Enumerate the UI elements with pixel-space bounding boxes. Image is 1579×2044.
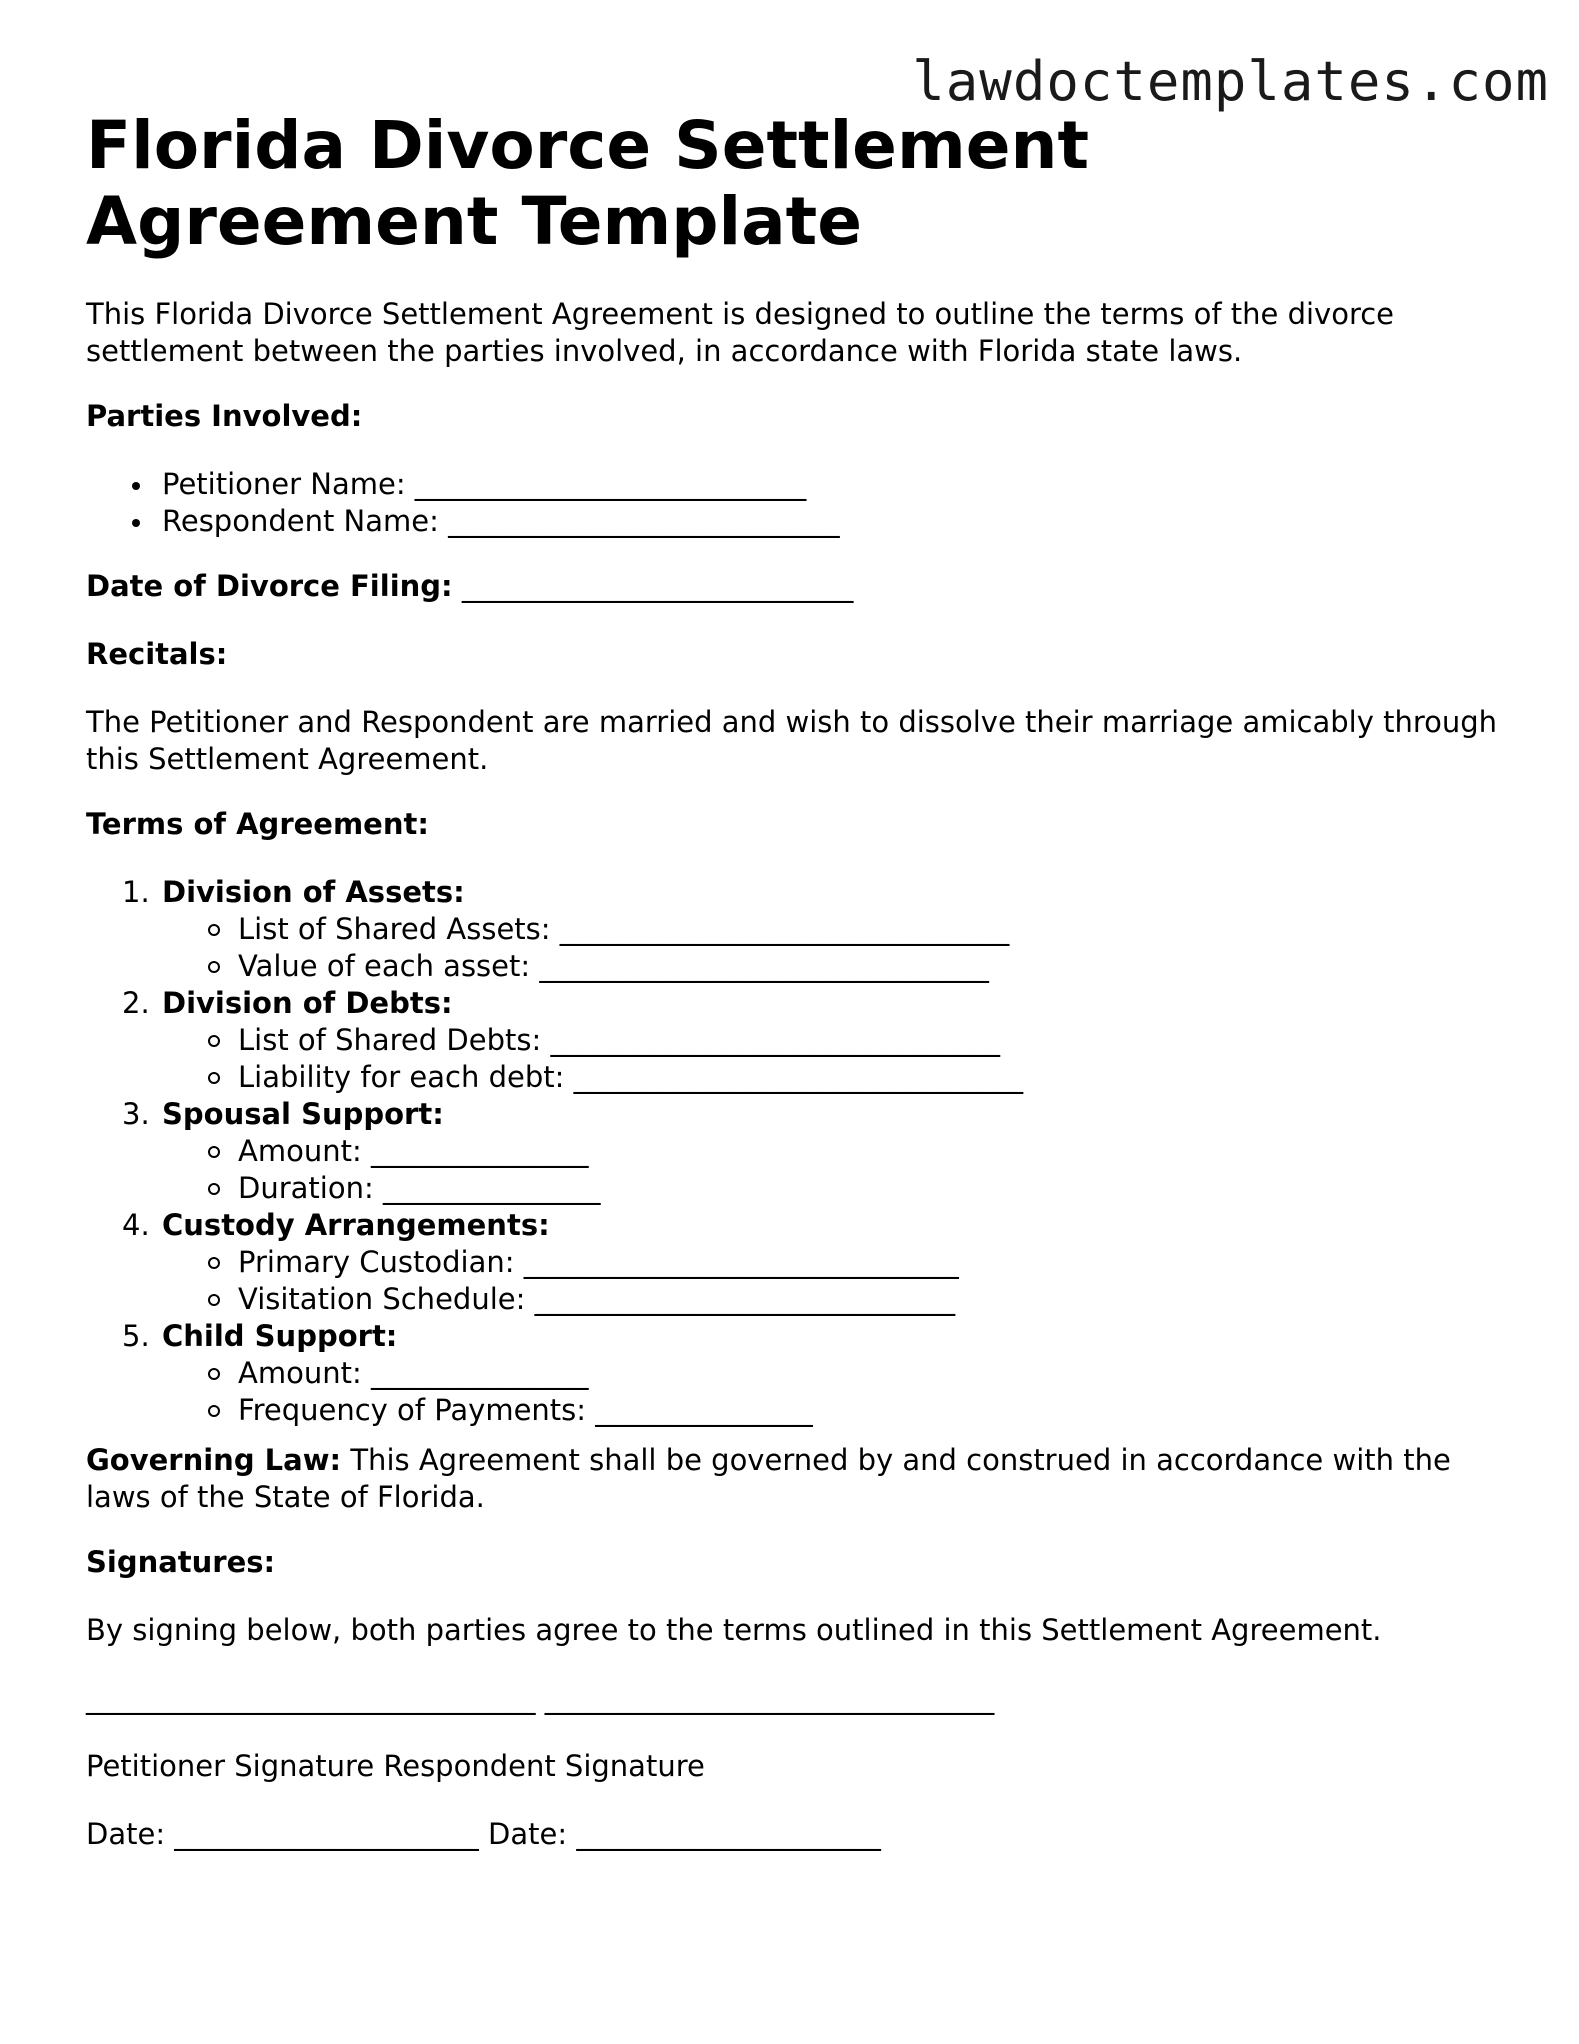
term-sublist (162, 1022, 1506, 1096)
terms-list (86, 874, 1506, 1429)
signature-labels: Petitioner Signature Respondent Signature (86, 1749, 705, 1783)
list-item-petitioner: Petitioner Name: ___________________________ (162, 466, 1506, 503)
term-item (122, 1318, 1506, 1429)
list-item-respondent: Respondent Name: ___________________________ (162, 503, 1506, 540)
terms-list-container (86, 874, 1506, 1429)
term-number: 2. (122, 986, 150, 1020)
governing-law-label: Governing Law: (86, 1443, 342, 1477)
filing-date-label: Date of Divorce Filing: (86, 569, 453, 603)
list-item: List of Shared Debts: _______________________________ (238, 1022, 1506, 1059)
parties-list (86, 466, 1506, 540)
list-item: Amount: _______________ (238, 1355, 1506, 1392)
term-item (122, 1096, 1506, 1207)
term-title: Division of Debts: (162, 986, 453, 1020)
signature-lines: _______________________________ _______________________________ (86, 1681, 995, 1715)
governing-law-paragraph (86, 1442, 1506, 1516)
parties-heading: Parties Involved: (86, 399, 363, 433)
term-sublist (162, 1244, 1506, 1318)
list-item: List of Shared Assets: _______________________________ (238, 911, 1506, 948)
list-item: Frequency of Payments: _______________ (238, 1392, 1506, 1429)
site-watermark: lawdoctemplates.com (912, 50, 1549, 113)
filing-date-blank: ___________________________ (452, 569, 854, 603)
list-item: Duration: _______________ (238, 1170, 1506, 1207)
parties-list-container (86, 466, 1506, 540)
term-title: Division of Assets: (162, 875, 465, 909)
recitals-heading: Recitals: (86, 637, 228, 671)
list-item: Liability for each debt: _______________________________ (238, 1059, 1506, 1096)
list-item: Value of each asset: _______________________________ (238, 948, 1506, 985)
term-title: Child Support: (162, 1319, 398, 1353)
intro-paragraph: This Florida Divorce Settlement Agreement is designed to outline the terms of the divorce settlement between the parties involved, in accordance with Florida state laws. (86, 297, 1395, 368)
term-title: Spousal Support: (162, 1097, 444, 1131)
signatures-paragraph: By signing below, both parties agree to the terms outlined in this Settlement Agreement. (86, 1613, 1382, 1647)
term-title: Custody Arrangements: (162, 1208, 550, 1242)
term-item (122, 1207, 1506, 1318)
document-title: Florida Divorce Settlement Agreement Template (86, 107, 1090, 260)
list-item: Amount: _______________ (238, 1133, 1506, 1170)
list-item: Visitation Schedule: _____________________________ (238, 1281, 1506, 1318)
recitals-paragraph: The Petitioner and Respondent are married and wish to dissolve their marriage amicably through this Settlement Agreement. (86, 705, 1498, 776)
term-item (122, 985, 1506, 1096)
filing-date-line (86, 568, 1506, 605)
list-item: Primary Custodian: ______________________________ (238, 1244, 1506, 1281)
governing-law-text: This Agreement shall be governed by and construed in accordance with the laws of the State of Florida. (86, 1443, 1451, 1514)
term-sublist (162, 1133, 1506, 1207)
signature-dates: Date: _____________________ Date: _____________________ (86, 1817, 881, 1851)
term-sublist (162, 1355, 1506, 1429)
term-number: 3. (122, 1097, 150, 1131)
term-number: 1. (122, 875, 150, 909)
term-number: 4. (122, 1208, 150, 1242)
term-item (122, 874, 1506, 985)
signatures-heading: Signatures: (86, 1545, 276, 1579)
term-sublist (162, 911, 1506, 985)
term-number: 5. (122, 1319, 150, 1353)
terms-heading: Terms of Agreement: (86, 807, 429, 841)
